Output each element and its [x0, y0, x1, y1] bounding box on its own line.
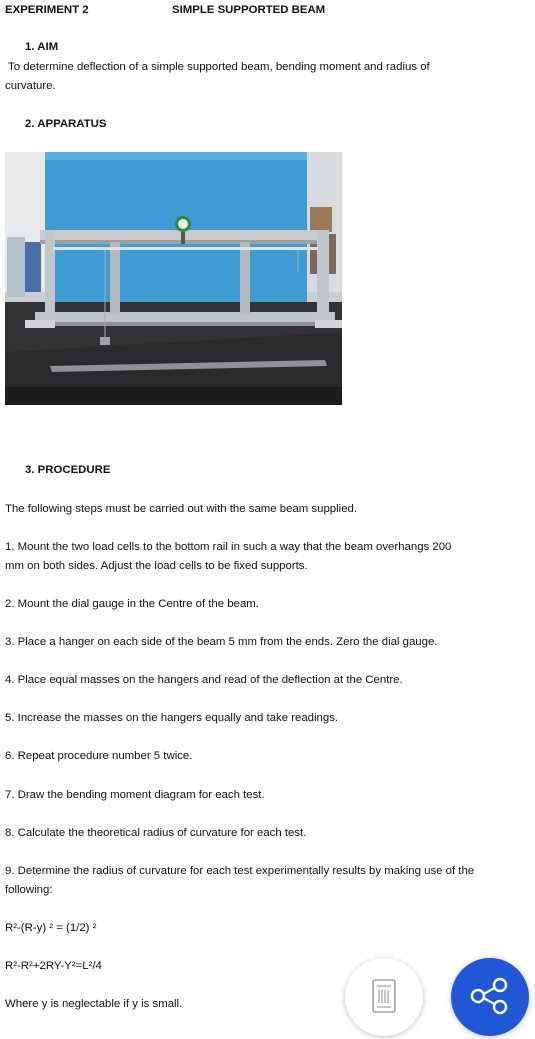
aim-text-line2: curvature.	[5, 80, 56, 92]
procedure-intro: The following steps must be carried out with the same beam supplied.	[5, 503, 358, 515]
document-icon	[345, 958, 423, 1036]
step-7: 7. Draw the bending moment diagram for each test.	[5, 789, 265, 801]
share-icon	[451, 958, 529, 1036]
step-1-line2: mm on both sides. Adjust the load cells to be fixed supports.	[5, 560, 308, 572]
experiment-label: EXPERIMENT 2	[5, 4, 89, 16]
aim-heading: 1. AIM	[25, 41, 59, 53]
step-9-line1: 9. Determine the radius of curvature for each test experimentally results by making use of the	[5, 865, 475, 877]
step-1-line1: 1. Mount the two load cells to the bottom rail in such a way that the beam overhangs 200	[5, 541, 452, 553]
beam-apparatus-photo	[5, 152, 342, 405]
share-button[interactable]	[451, 958, 529, 1036]
step-6: 6. Repeat procedure number 5 twice.	[5, 750, 193, 762]
equation-1: R²-(R-y) ² = (1/2) ²	[5, 922, 97, 934]
equation-2: R²-R²+2RY-Y²=L²/4	[5, 960, 102, 972]
aim-text-line1: To determine deflection of a simple supported beam, bending moment and radius of	[8, 61, 430, 73]
procedure-heading: 3. PROCEDURE	[25, 464, 111, 476]
apparatus-heading: 2. APPARATUS	[25, 118, 107, 130]
step-8: 8. Calculate the theoretical radius of curvature for each test.	[5, 827, 307, 839]
step-9-line2: following:	[5, 884, 53, 896]
step-2: 2. Mount the dial gauge in the Centre of the beam.	[5, 598, 259, 610]
step-3: 3. Place a hanger on each side of the beam 5 mm from the ends. Zero the dial gauge.	[5, 636, 438, 648]
page-title: SIMPLE SUPPORTED BEAM	[172, 4, 326, 16]
step-5: 5. Increase the masses on the hangers equally and take readings.	[5, 712, 339, 724]
document-button[interactable]	[345, 958, 423, 1036]
step-4: 4. Place equal masses on the hangers and read of the deflection at the Centre.	[5, 674, 403, 686]
note-text: Where y is neglectable if y is small.	[5, 998, 183, 1010]
